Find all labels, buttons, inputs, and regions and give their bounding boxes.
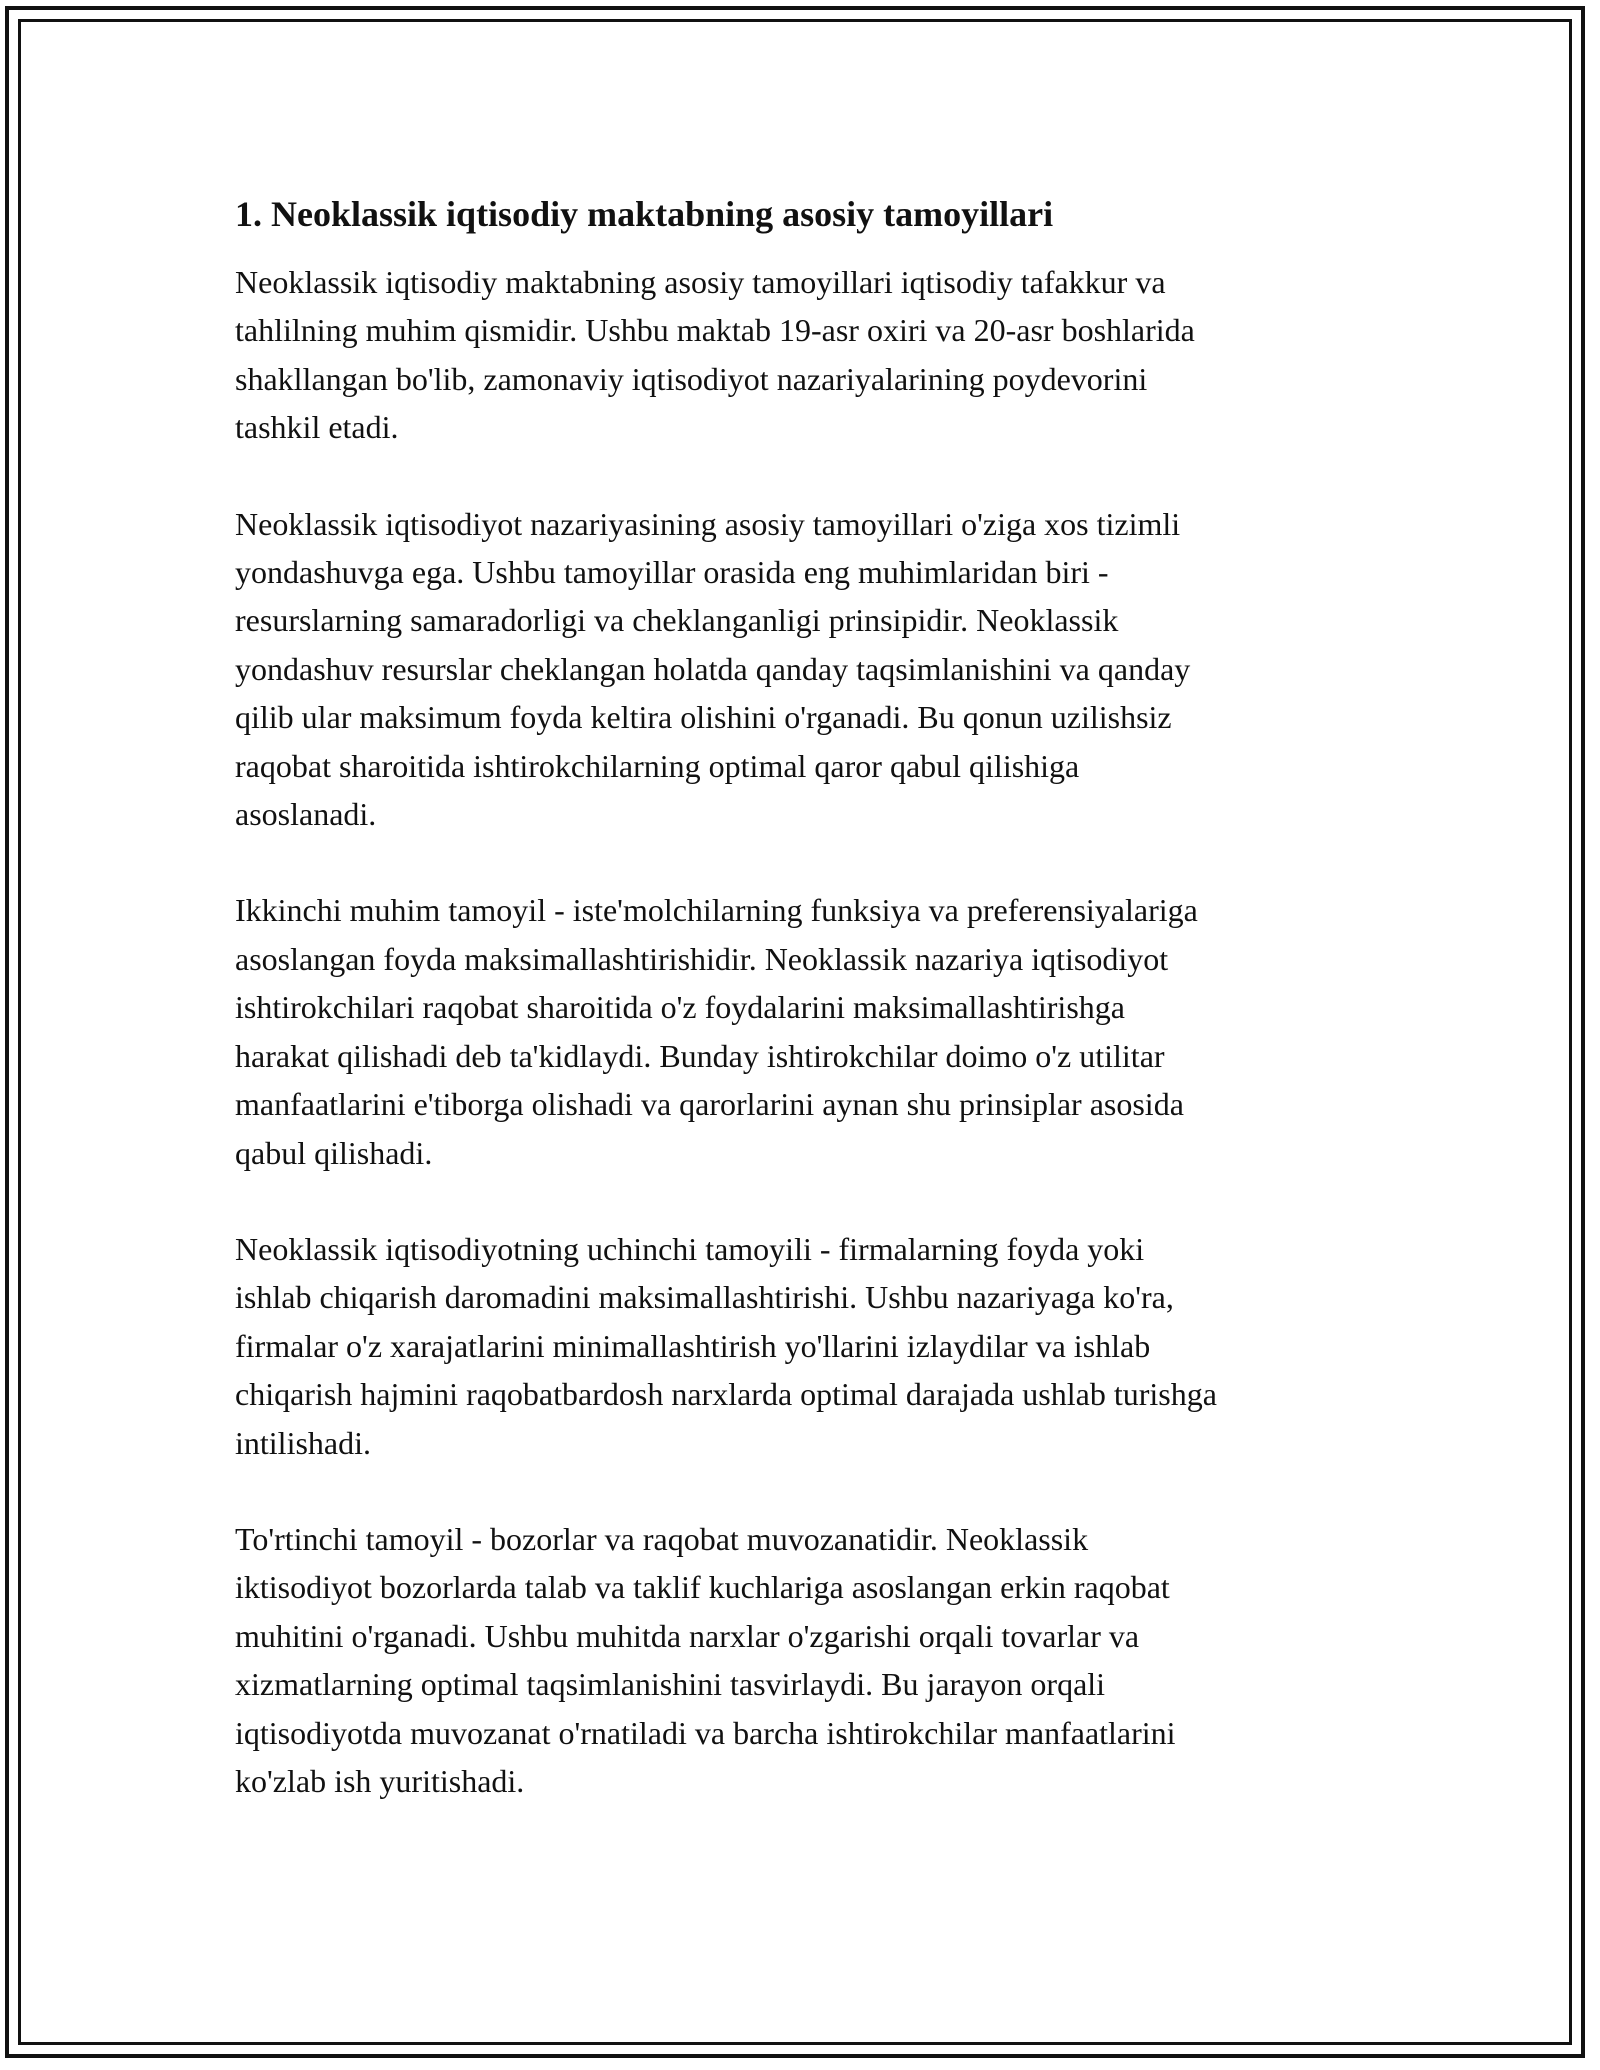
paragraph-second-principle: Ikkinchi muhim tamoyil - iste'molchilarning funksiya va preferensiyalariga asoslangan foyda maksimallashtirishidir. Neoklassik nazariya iqtisodiyot ishtirokchilari raqobat sharoitida o'z foydalarini maksimallashtirishga harakat qilishadi deb ta'kidlaydi. Bunday ishtirokchilar doimo o'z utilitar manfaatlarini e'tiborga olishadi va qarorlarini aynan shu prinsiplar asosida qabul qilishadi. [235,892,1198,1171]
paragraph-fourth-principle: To'rtinchi tamoyil - bozorlar va raqobat muvozanatidir. Neoklassik iktisodiyot bozorlarda talab va taklif kuchlariga asoslangan erkin raqobat muhitini o'rganadi. Ushbu muhitda narxlar o'zgarishi orqali tovarlar va xizmatlarning optimal taqsimlanishini tasvirlaydi. Bu jarayon orqali iqtisodiyotda muvozanat o'rnatiladi va barcha ishtirokchilar manfaatlarini ko'zlab ish yuritishadi. [235,1520,1176,1799]
paragraph-intro: Neoklassik iqtisodiy maktabning asosiy tamoyillari iqtisodiy tafakkur va tahlilning muhim qismidir. Ushbu maktab 19-asr oxiri va 20-asr boshlarida shakllangan bo'lib, zamonaviy iqtisodiyot nazariyalarining poydevorini tashkil etadi. [235,264,1195,446]
section-heading: 1. Neoklassik iqtisodiy maktabning asosiy tamoyillari [235,194,1054,234]
paragraph-third-principle: Neoklassik iqtisodiyotning uchinchi tamoyili - firmalarning foyda yoki ishlab chiqarish daromadini maksimallashtirishi. Ushbu nazariyaga ko'ra, firmalar o'z xarajatlarini minimallashtirish yo'llarini izlaydilar va ishlab chiqarish hajmini raqobatbardosh narxlarda optimal darajada ushlab turishga intilishadi. [235,1230,1217,1461]
document-body [235,190,1375,1853]
paragraph-first-principle: Neoklassik iqtisodiyot nazariyasining asosiy tamoyillari o'ziga xos tizimli yondashuvga ega. Ushbu tamoyillar orasida eng muhimlaridan biri - resurslarning samaradorligi va cheklanganligi prinsipidir. Neoklassik yondashuv resurslar cheklangan holatda qanday taqsimlanishini va qanday qilib ular maksimum foyda keltira olishini o'rganadi. Bu qonun uzilishsiz raqobat sharoitida ishtirokchilarning optimal qaror qabul qilishiga asoslanadi. [235,505,1191,833]
